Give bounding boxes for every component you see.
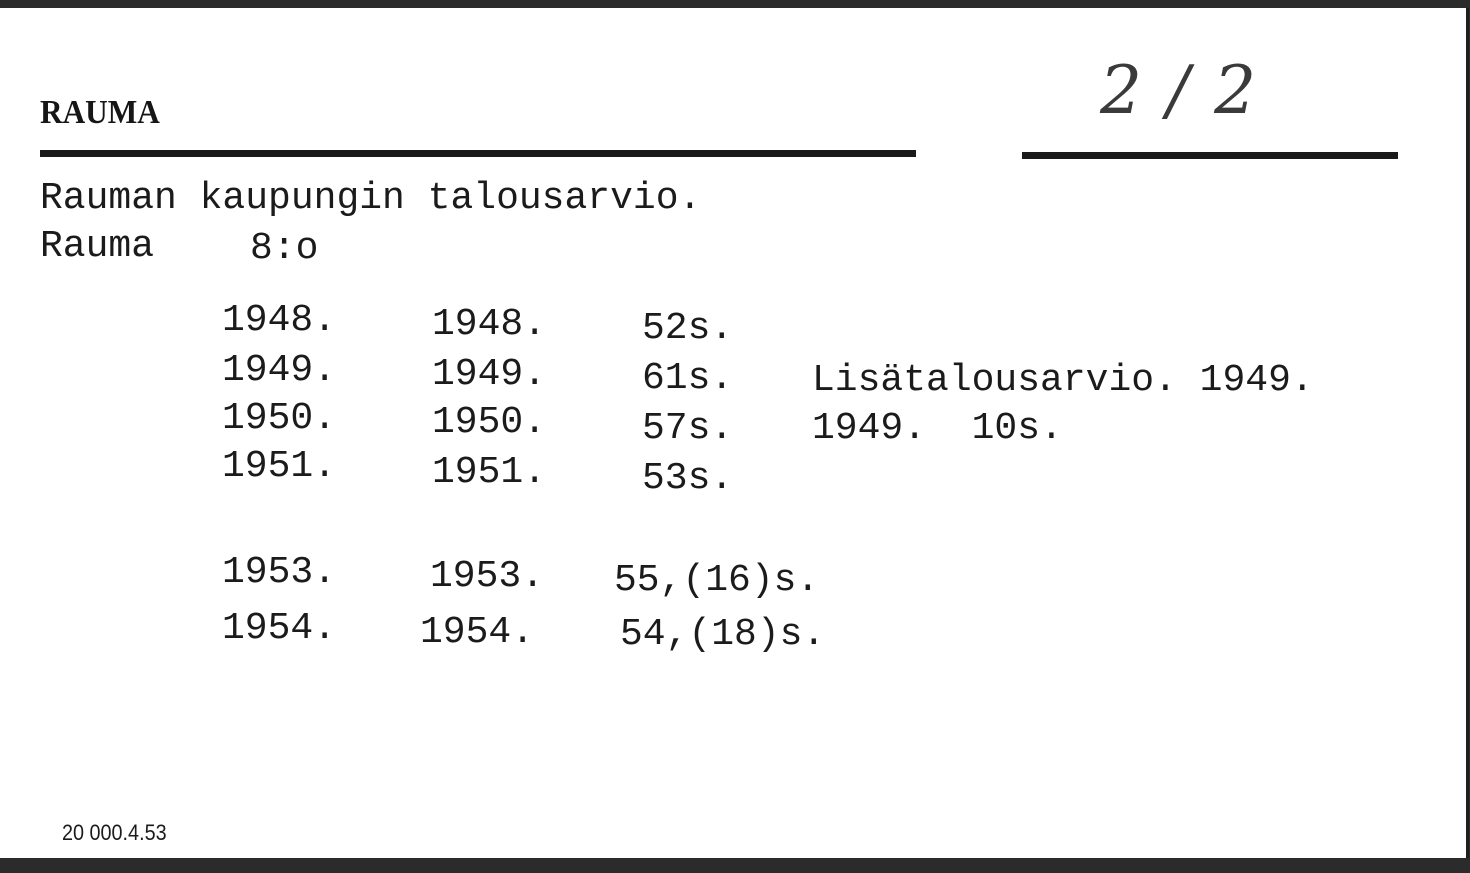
handwritten-shelfmark: 2 / 2 <box>1100 52 1259 129</box>
place: Rauma <box>40 225 155 268</box>
entry-pub-year: 1954. <box>420 611 535 654</box>
entry-pages: 61s. <box>642 357 734 400</box>
print-number: 20 000.4.53 <box>62 820 167 845</box>
entry-note: 1949. 10s. <box>812 407 1063 450</box>
scan-edge <box>0 858 1470 873</box>
entry-pub-year: 1949. <box>432 353 547 396</box>
format: 8:o <box>250 227 319 270</box>
entry-pub-year: 1953. <box>430 555 545 598</box>
entry-pages: 54,(18)s. <box>620 613 826 656</box>
heading-rule-right <box>1022 152 1398 159</box>
entry-year: 1951. <box>222 445 337 488</box>
entry-pub-year: 1951. <box>432 451 547 494</box>
entry-year: 1948. <box>222 299 337 342</box>
entry-year: 1950. <box>222 397 337 440</box>
title-line: Rauman kaupungin talousarvio. <box>40 177 702 220</box>
card-heading: RAUMA <box>40 94 160 131</box>
entry-year: 1949. <box>222 349 337 392</box>
entry-pub-year: 1948. <box>432 303 547 346</box>
entry-pages: 57s. <box>642 407 734 450</box>
entry-year: 1953. <box>222 551 337 594</box>
entry-pages: 52s. <box>642 307 734 350</box>
entry-pages: 53s. <box>642 457 734 500</box>
heading-rule-left <box>40 150 916 157</box>
entry-pub-year: 1950. <box>432 401 547 444</box>
entry-pages: 55,(16)s. <box>614 559 820 602</box>
entry-year: 1954. <box>222 607 337 650</box>
entry-note: Lisätalousarvio. 1949. <box>812 359 1314 402</box>
catalog-card <box>0 8 1469 858</box>
